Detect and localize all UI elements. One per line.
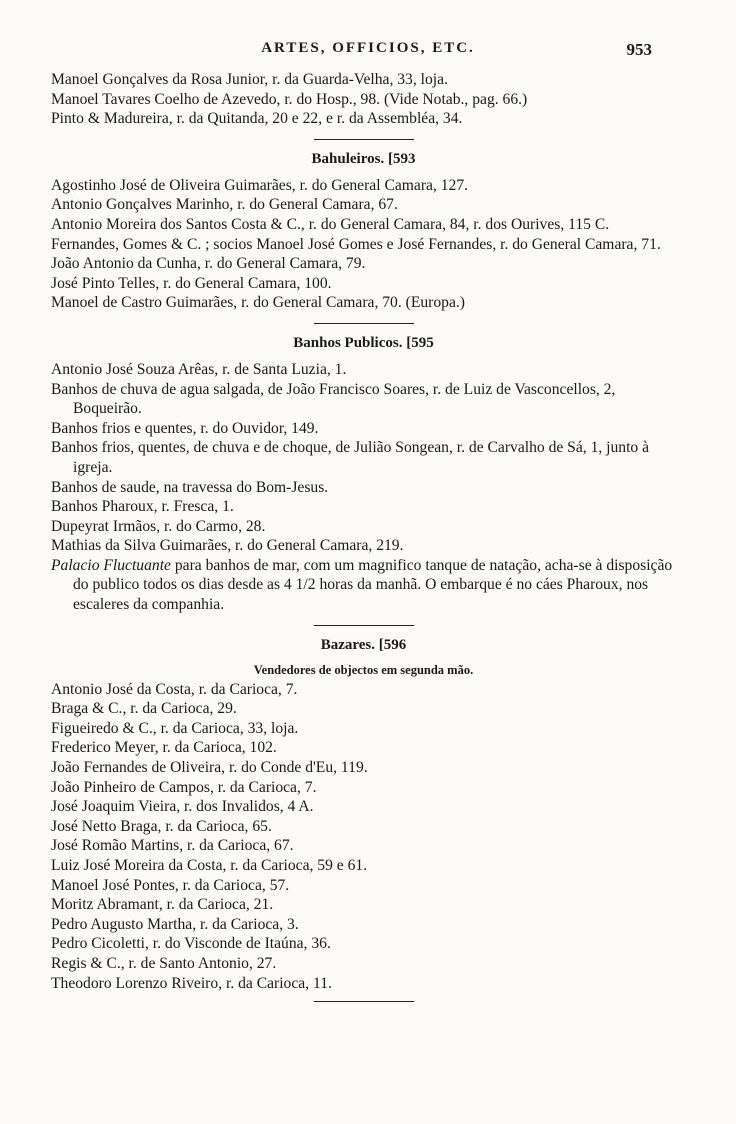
list-item: João Antonio da Cunha, r. do General Camara, 79. bbox=[51, 255, 366, 273]
running-head bbox=[0, 40, 736, 64]
list-item: Manoel José Pontes, r. da Carioca, 57. bbox=[51, 876, 290, 894]
section-divider bbox=[314, 323, 414, 324]
section-heading-banhos: Banhos Publicos. [595 bbox=[293, 334, 434, 351]
list-item: Banhos Pharoux, r. Fresca, 1. bbox=[51, 498, 234, 516]
list-item: Moritz Abramant, r. da Carioca, 21. bbox=[51, 896, 274, 914]
list-item: João Fernandes de Oliveira, r. do Conde d'Eu, 119. bbox=[51, 759, 368, 777]
list-item: Luiz José Moreira da Costa, r. da Carioca, 59 e 61. bbox=[51, 857, 368, 874]
list-item: Regis & C., r. de Santo Antonio, 27. bbox=[51, 954, 277, 972]
section-heading-bahuleiros: Bahuleiros. [593 bbox=[311, 150, 416, 167]
list-item: Theodoro Lorenzo Riveiro, r. da Carioca, 11. bbox=[51, 974, 332, 992]
list-item: José Joaquim Vieira, r. dos Invalidos, 4 A. bbox=[51, 798, 314, 816]
section-divider bbox=[314, 139, 414, 140]
list-item: Fernandes, Gomes & C. ; socios Manoel José Gomes e José Fernandes, r. do General Camara, 71. bbox=[51, 235, 661, 253]
list-item: Dupeyrat Irmãos, r. do Carmo, 28. bbox=[51, 517, 266, 535]
section-divider bbox=[314, 625, 414, 626]
page-number: 953 bbox=[626, 40, 652, 59]
list-item: Antonio Gonçalves Marinho, r. do General Camara, 67. bbox=[51, 196, 398, 214]
section-divider bbox=[314, 1001, 414, 1002]
running-title: ARTES, OFFICIOS, ETC. bbox=[261, 40, 475, 56]
list-item: Banhos de saude, na travessa do Bom-Jesus. bbox=[51, 478, 329, 496]
list-item: Pinto & Madureira, r. da Quitanda, 20 e 22, e r. da Assembléa, 34. bbox=[51, 110, 463, 128]
list-item: Figueiredo & C., r. da Carioca, 33, loja. bbox=[51, 719, 299, 737]
list-item: Mathias da Silva Guimarães, r. do General Camara, 219. bbox=[51, 537, 404, 555]
list-item: Agostinho José de Oliveira Guimarães, r. do General Camara, 127. bbox=[51, 176, 469, 194]
list-item: Banhos de chuva de agua salgada, de João Francisco Soares, r. de Luiz de Vasconcellos, 2, Boqueirão. bbox=[51, 380, 616, 418]
palacio-description: para banhos de mar, com um magnifico tanque de natação, acha-se à disposição do publico todos os dias desde as 4 1/2 horas da manhã. O embarque é no cáes Pharoux, nos escaleres da companhia. bbox=[73, 556, 673, 614]
list-item: Manoel de Castro Guimarães, r. do General Camara, 70. (Europa.) bbox=[51, 294, 465, 312]
list-item: Antonio José Souza Arêas, r. de Santa Luzia, 1. bbox=[51, 360, 347, 378]
section-subheading: Vendedores de objectos em segunda mão. bbox=[253, 662, 474, 677]
section-heading-bazares: Bazares. [596 bbox=[320, 636, 407, 653]
list-item: Pedro Augusto Martha, r. da Carioca, 3. bbox=[51, 915, 299, 933]
list-item: Braga & C., r. da Carioca, 29. bbox=[51, 700, 237, 718]
list-item: José Romão Martins, r. da Carioca, 67. bbox=[51, 837, 294, 855]
list-item: Manoel Tavares Coelho de Azevedo, r. do Hosp., 98. (Vide Notab., pag. 66.) bbox=[51, 90, 528, 108]
list-item: José Pinto Telles, r. do General Camara, 100. bbox=[51, 274, 332, 292]
directory-listing bbox=[51, 70, 676, 1004]
list-item: Antonio José da Costa, r. da Carioca, 7. bbox=[51, 680, 298, 698]
list-item: Frederico Meyer, r. da Carioca, 102. bbox=[51, 739, 277, 757]
list-item: Pedro Cicoletti, r. do Visconde de Itaúna, 36. bbox=[51, 935, 331, 953]
palacio-name: Palacio Fluctuante bbox=[51, 556, 171, 574]
list-item: João Pinheiro de Campos, r. da Carioca, 7. bbox=[51, 778, 317, 796]
list-item: Banhos frios, quentes, de chuva e de choque, de Julião Songean, r. de Carvalho de Sá, 1, junto à igreja. bbox=[51, 439, 650, 476]
list-item: Banhos frios e quentes, r. do Ouvidor, 149. bbox=[51, 419, 319, 437]
list-item: Manoel Gonçalves da Rosa Junior, r. da Guarda-Velha, 33, loja. bbox=[51, 71, 448, 88]
list-item-palacio bbox=[51, 556, 676, 615]
list-item: Antonio Moreira dos Santos Costa & C., r. do General Camara, 84, r. dos Ourives, 115 C. bbox=[51, 215, 610, 233]
list-item: José Netto Braga, r. da Carioca, 65. bbox=[51, 817, 272, 835]
